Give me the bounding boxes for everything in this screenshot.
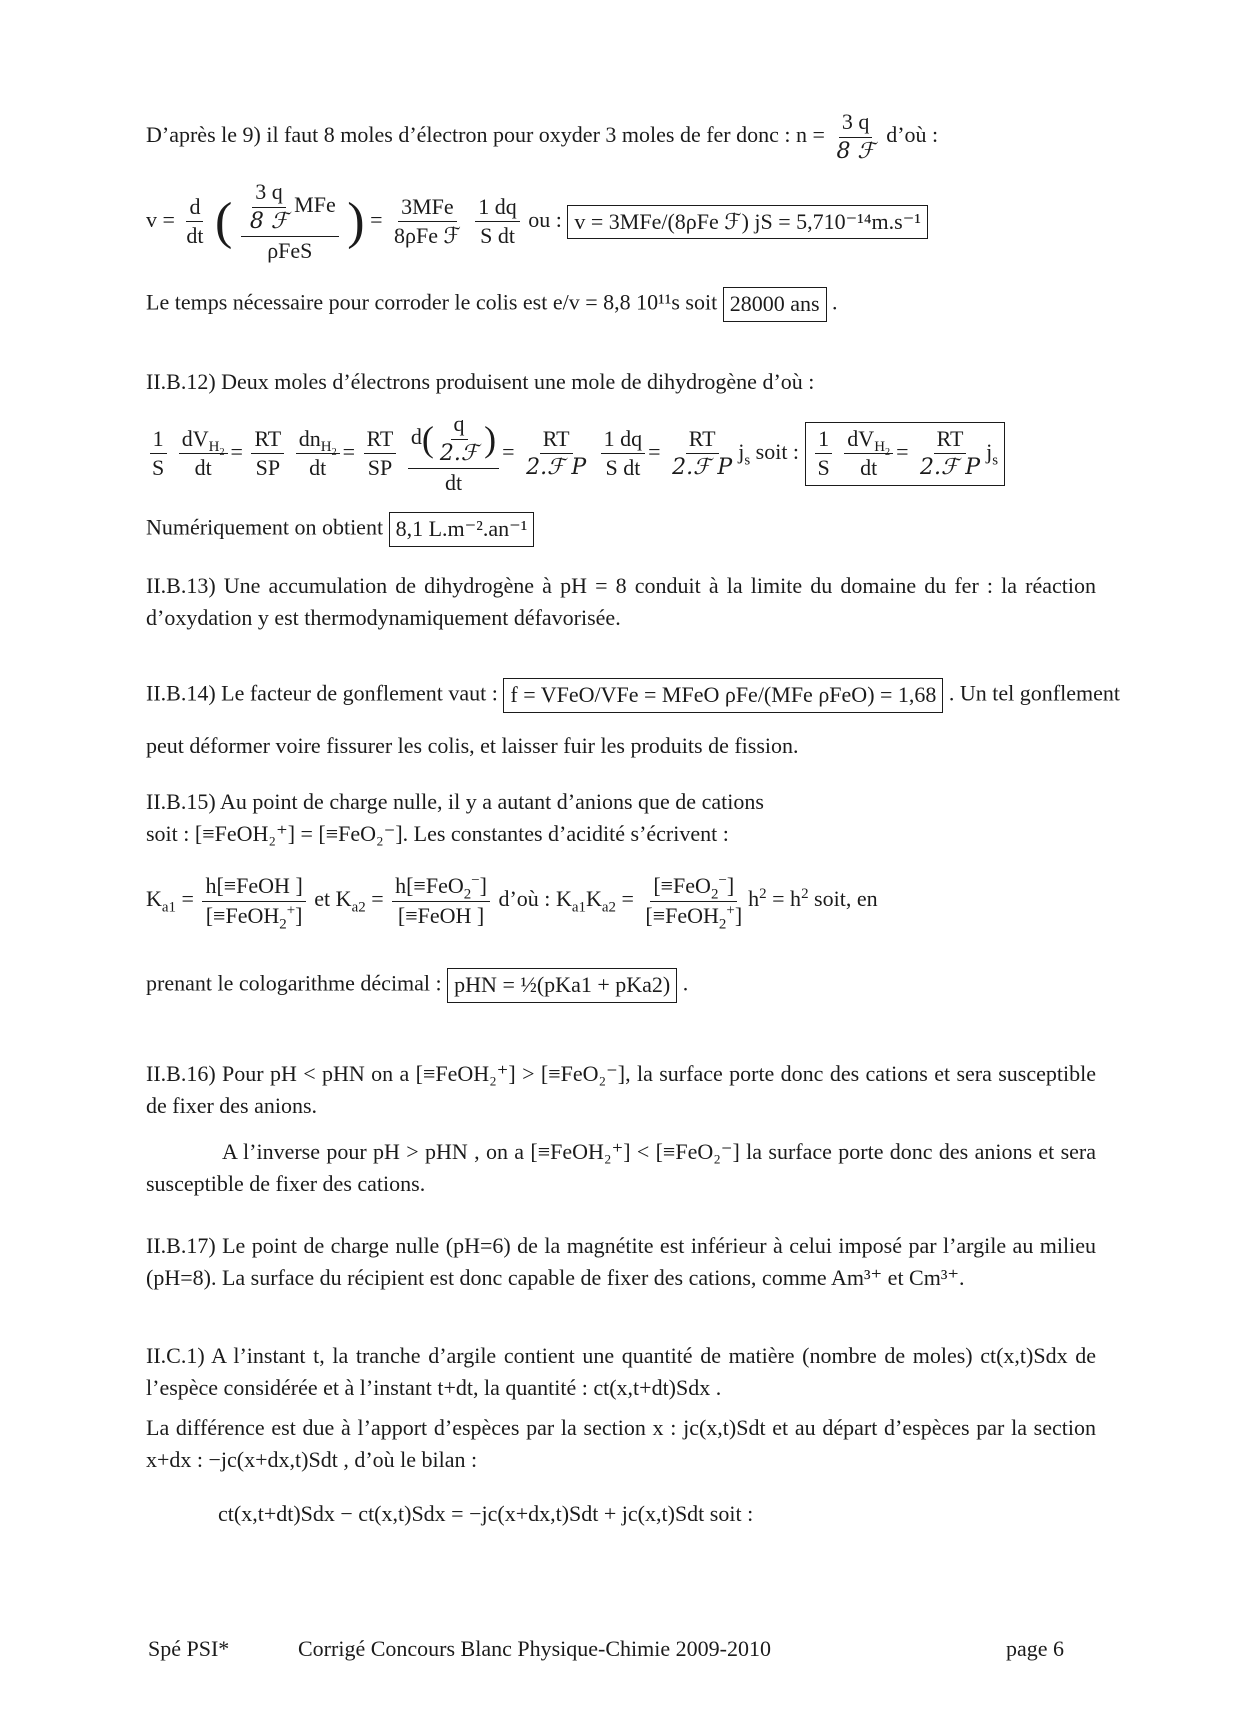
velocity-equation: v = $\frac{d}{dt}$ ( $\frac{3 q}{\text{8 ℱ}}$ MFe ρFeS ) = $\frac{\text{3MFe}}{\text{8ρFe ℱ}}$ $\frac{1 dq}{\text{S dt}}$ ou : v = 3MFe/(8ρFe ℱ) jS = 5,710⁻¹⁴m.s⁻¹ xyxy=(146,178,928,266)
b12-numeric: Numériquement on obtient 8,1 L.m⁻².an⁻¹ xyxy=(146,512,534,547)
b14-line: II.B.14) Le facteur de gonflement vaut : f = VFeO/VFe = MFeO ρFe/(MFe ρFeO) = 1,68 . Un tel gonflement xyxy=(146,678,1120,713)
b15-acidity-equations: $K_{a1}$ = $\frac{\text{h[≡FeOH ]}}{[\equiv FeOH_2^+]}$ et $K_{a2}$ = $\frac{h[\equiv FeO_2^-]}{\text{[≡FeOH ]}}$ d’où : $K_{a1}K_{a2}$ = $\frac{[\equiv FeO_2^-]}{[\equiv FeOH_2^+]}$ $h^2 = h^2$ soit, en xyxy=(146,872,878,932)
footer-page-number: page 6 xyxy=(1006,1636,1065,1661)
c1-paragraph-b: La différence est due à l’apport d’espèces par la section x : jc(x,t)Sdt et au départ d’espèces par la section x+dx : −jc(x+dx,t)Sdt , d’où le bilan : xyxy=(146,1415,1096,1472)
c1-equation: ct(x,t+dt)Sdx − ct(x,t)Sdx = −jc(x+dx,t)Sdt + jc(x,t)Sdt soit : xyxy=(218,1501,754,1526)
p9-text: D’après le 9) il faut 8 moles d’électron pour oxyder 3 moles de fer donc : xyxy=(146,122,791,148)
footer-title: Corrigé Concours Blanc Physique-Chimie 2009-2010 xyxy=(298,1636,771,1661)
b14-result-box: f = VFeO/VFe = MFeO ρFe/(MFe ρFeO) = 1,68 xyxy=(503,678,943,713)
temps-line: Le temps nécessaire pour corroder le colis est e/v = 8,8 10¹¹s soit 28000 ans . xyxy=(146,287,838,322)
b12-title: II.B.12) Deux moles d’électrons produisent une mole de dihydrogène d’où : xyxy=(146,369,815,394)
footer-class: Spé PSI* xyxy=(148,1636,230,1661)
temps-eq: e/v = 8,8 10¹¹s xyxy=(552,289,680,315)
v-result-box: v = 3MFe/(8ρFe ℱ) jS = 5,710⁻¹⁴m.s⁻¹ xyxy=(567,205,928,240)
b13-paragraph: II.B.13) Une accumulation de dihydrogène à pH = 8 conduit à la limite du domaine du fer : la réaction d’oxydation y est thermodynamiquement défavorisée. xyxy=(146,573,1096,630)
c1-paragraph-a: II.C.1) A l’instant t, la tranche d’argile contient une quantité de matière (nombre de moles) ct(x,t)Sdx de l’espèce considérée et à l’instant t+dt, la quantité : ct(x,t+dt)Sdx . xyxy=(146,1343,1096,1400)
b15-result-box: pHN = ½(pKa1 + pKa2) xyxy=(447,968,677,1003)
b16-paragraph-b: A l’inverse pour pH > pHN , on a [≡FeOH₂⁺] < [≡FeO₂⁻] la surface porte donc des anions et sera susceptible de fixer des cations. xyxy=(146,1139,1096,1196)
b12-numeric-box: 8,1 L.m⁻².an⁻¹ xyxy=(389,512,535,547)
p9-dou: d’où : xyxy=(886,122,939,148)
b16-paragraph-a: II.B.16) Pour pH < pHN on a [≡FeOH₂⁺] > [≡FeO₂⁻], la surface porte donc des cations et sera susceptible de fixer des anions. xyxy=(146,1061,1096,1118)
b15-result-line: prenant le cologarithme décimal : pHN = ½(pKa1 + pKa2) . xyxy=(146,968,688,1003)
v-inner-fraction: $\frac{3 q}{\text{8 ℱ}}$ MFe ρFeS xyxy=(241,178,339,266)
b12-equation: $\frac{1}{S}$ $\frac{dV_{H_2}}{dt}$ = $\frac{RT}{SP}$ $\frac{dn_{H_2}}{dt}$ = $\frac{RT}{SP}$ d( $\frac{q}{\text{2.ℱ}}$ ) dt = $\frac{RT}{\text{2.ℱ P}}$ $\frac{1 dq}{\text{S dt}}$ = $\frac{RT}{\text{2.ℱ P}}$ $j_s$ soit : $\frac{1}{S}$ $\frac{dV_{H_2}}{dt}$ = $\frac{RT}{\text{2.ℱ P}}$ $j_s$ xyxy=(146,410,1005,498)
v-ou: ou : xyxy=(528,206,562,232)
b14-continuation: peut déformer voire fissurer les colis, et laisser fuir les produits de fission. xyxy=(146,733,799,758)
b12-result-box: $\frac{1}{S}$ $\frac{dV_{H_2}}{dt}$ = $\frac{RT}{\text{2.ℱ P}}$ $j_s$ xyxy=(805,422,1006,486)
p9-fraction: $\frac{3 q}{\text{8 ℱ}}$ xyxy=(836,109,875,164)
b17-paragraph: II.B.17) Le point de charge nulle (pH=6) de la magnétite est inférieur à celui imposé par l’argile au milieu (pH=8). La surface du récipient est donc capable de fixer des cations, comme Am³⁺ et Cm³⁺. xyxy=(146,1233,1096,1290)
p9-line xyxy=(146,108,938,166)
temps-result-box: 28000 ans xyxy=(723,287,827,322)
p9-n: n = xyxy=(796,122,825,148)
b15-intro: II.B.15) Au point de charge nulle, il y a autant d’anions que de cations soit : [≡FeOH₂⁺] = [≡FeO₂⁻]. Les constantes d’acidité s’écrivent : xyxy=(146,789,764,846)
